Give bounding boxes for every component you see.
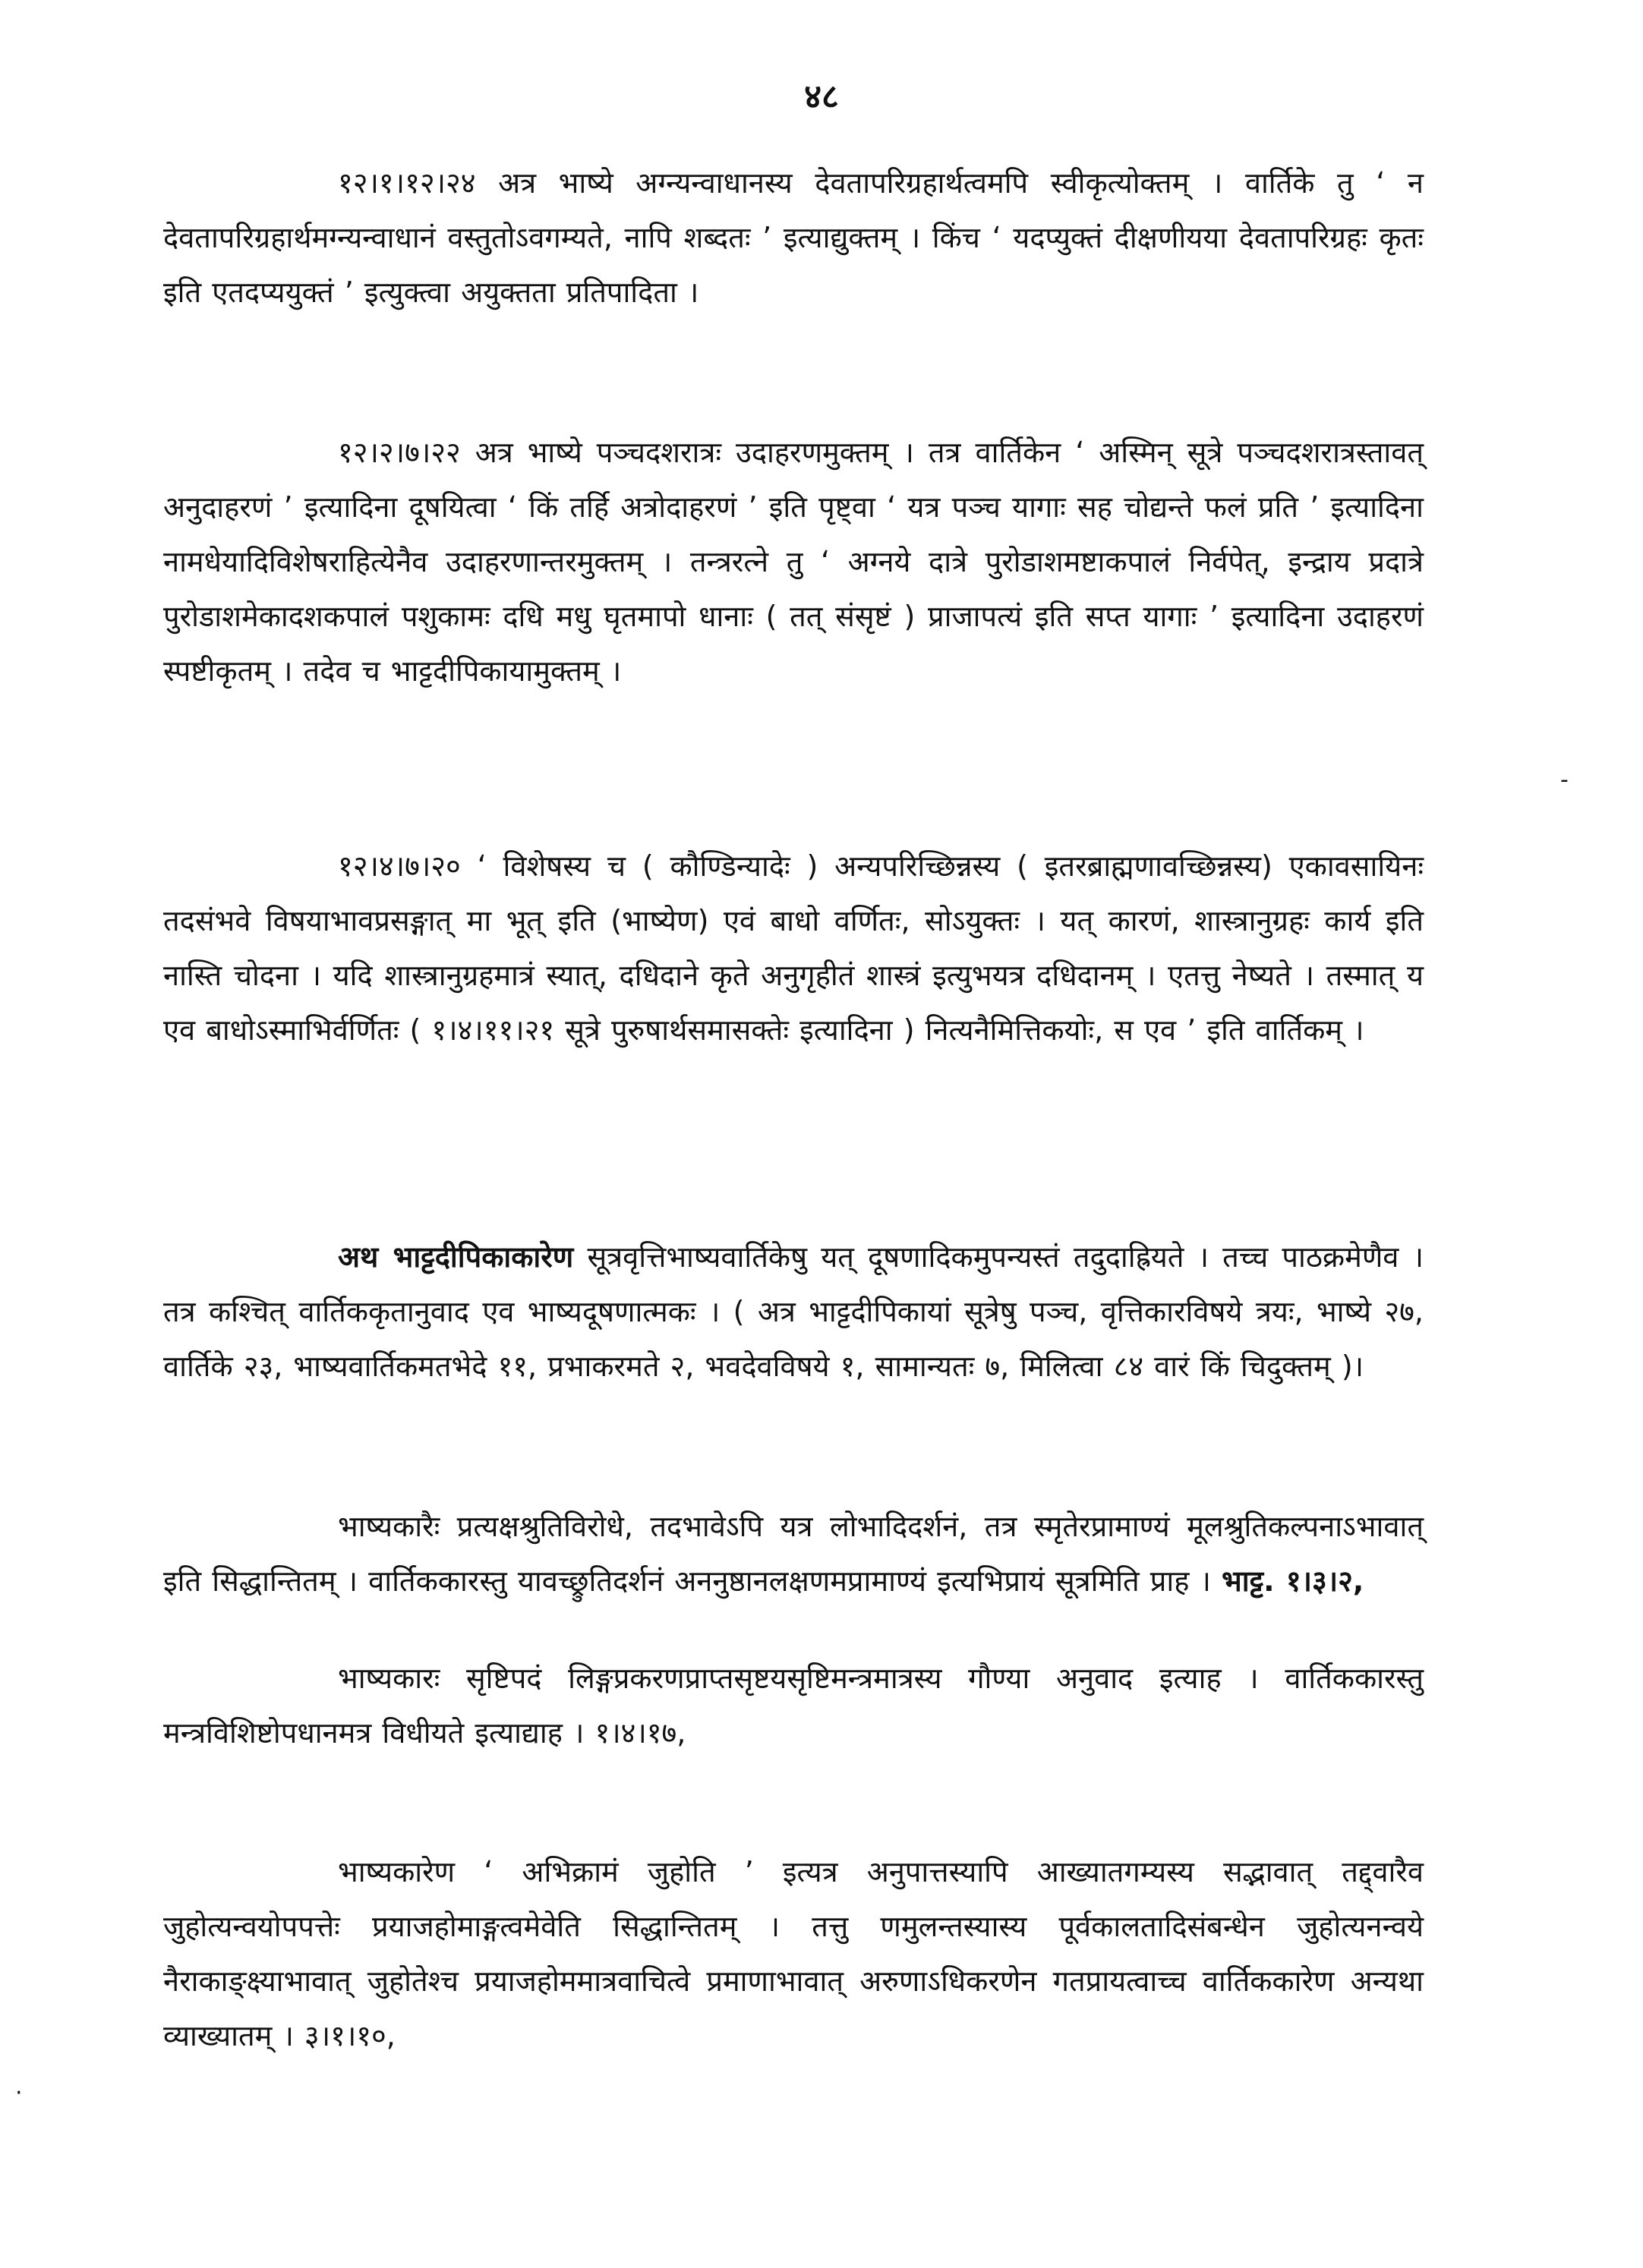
paragraph-5 bbox=[163, 1499, 1424, 1608]
paragraph-2-text: १२।२।७।२२ अत्र भाष्ये पञ्चदशरात्रः उदाहरणमुक्तम् । तत्र वार्तिकेन ‘ अस्मिन् सूत्रे पञ्चदशरात्रस्तावत् अनुदाहरणं ’ इत्यादिना दूषयित्वा ‘ किं तर्हि अत्रोदाहरणं ’ इति पृष्ट्वा ‘ यत्र पञ्च यागाः सह चोद्यन्ते फलं प्रति ’ इत्यादिना नामधेयादिविशेषराहित्येनैव उदाहरणान्तरमुक्तम् । तन्त्ररत्ने तु ‘ अग्नये दात्रे पुरोडाशमष्टाकपालं निर्वपेत्, इन्द्राय प्रदात्रे पुरोडाशमेकादशकपालं पशुकामः दधि मधु घृतमापो धानाः ( तत् संसृष्टं ) प्राजापत्यं इति सप्त यागाः ’ इत्यादिना उदाहरणं स्पष्टीकृतम् । तदेव च भाट्टदीपिकायामुक्तम् । bbox=[163, 436, 1424, 688]
paragraph-3-text: १२।४।७।२० ‘ विशेषस्य च ( कौण्डिन्यादेः ) अन्यपरिच्छिन्नस्य ( इतरब्राह्मणावच्छिन्नस्य) एकावसायिनः तदसंभवे विषयाभावप्रसङ्गात् मा भूत् इति (भाष्येण) एवं बाधो वर्णितः, सोऽयुक्तः । यत् कारणं, शास्त्रानुग्रहः कार्य इति नास्ति चोदना । यदि शास्त्रानुग्रहमात्रं स्यात्, दधिदाने कृते अनुगृहीतं शास्त्रं इत्युभयत्र दधिदानम् । एतत्तु नेष्यते । तस्मात् य एव बाधोऽस्माभिर्वर्णितः ( १।४।११।२१ सूत्रे पुरुषार्थसमासक्तेः इत्यादिना ) नित्यनैमित्तिकयोः, स एव ’ इति वार्तिकम् । bbox=[163, 849, 1424, 1047]
paragraph-5-ref: भाट्ट. १।३।२, bbox=[1222, 1564, 1364, 1598]
page-number: ४८ bbox=[804, 77, 839, 116]
paragraph-4 bbox=[163, 1230, 1424, 1394]
paragraph-1 bbox=[163, 156, 1424, 320]
paragraph-7-text: भाष्यकारेण ‘ अभिक्रामं जुहोति ’ इत्यत्र अनुपात्तस्यापि आख्यातगम्यस्य सद्भावात् तद्द्वारैव जुहोत्यन्वयोपपत्तेः प्रयाजहोमाङ्गत्वमेवेति सिद्धान्तितम् । तत्तु णमुलन्तस्यास्य पूर्वकालतादिसंबन्धेन जुहोत्यनन्वये नैराकाङ्क्ष्याभावात् जुहोतेश्च प्रयाजहोममात्रवाचित्वे प्रमाणाभावात् अरुणाऽधिकरणेन गतप्रायत्वाच्च वार्तिककारेण अन्यथा व्याख्यातम् । ३।१।१०, bbox=[163, 1855, 1424, 2052]
paragraph-5-text: भाष्यकारैः प्रत्यक्षश्रुतिविरोधे, तदभावेऽपि यत्र लोभादिदर्शनं, तत्र स्मृतेरप्रामाण्यं मूलश्रुतिकल्पनाऽभावात् इति सिद्धान्तितम् । वार्तिककारस्तु यावच्छ्रुतिदर्शनं अननुष्ठानलक्षणमप्रामाण्यं इत्यभिप्रायं सूत्रमिति प्राह । bbox=[163, 1510, 1424, 1598]
paragraph-4-lead: अथ भाट्टदीपिकाकारेण bbox=[338, 1240, 574, 1274]
margin-dash-mark: ‐ bbox=[1560, 767, 1569, 793]
paragraph-3 bbox=[163, 839, 1424, 1057]
paragraph-6-text: भाष्यकारः सृष्टिपदं लिङ्गप्रकरणप्राप्तसृष्टयसृष्टिमन्त्रमात्रस्य गौण्या अनुवाद इत्याह । वार्तिककारस्तु मन्त्रविशिष्टोपधानमत्र विधीयते इत्याद्याह । १।४।१७, bbox=[163, 1662, 1424, 1750]
paragraph-6 bbox=[163, 1651, 1424, 1760]
margin-dot-mark: · bbox=[15, 2080, 23, 2106]
paragraph-4-text: सूत्रवृत्तिभाष्यवार्तिकेषु यत् दूषणादिकमुपन्यस्तं तदुदाह्रियते । तच्च पाठक्रमेणैव । तत्र कश्चित् वार्तिककृतानुवाद एव भाष्यदूषणात्मकः । ( अत्र भाट्टदीपिकायां सूत्रेषु पञ्च, वृत्तिकारविषये त्रयः, भाष्ये २७, वार्तिके २३, भाष्यवार्तिकमतभेदे ११, प्रभाकरमते २, भवदेवविषये १, सामान्यतः ७, मिलित्वा ८४ वारं किं चिदुक्तम् )। bbox=[163, 1240, 1424, 1383]
paragraph-1-text: १२।१।१२।२४ अत्र भाष्ये अग्न्यन्वाधानस्य देवतापरिग्रहार्थत्वमपि स्वीकृत्योक्तम् । वार्तिके तु ‘ न देवतापरिग्रहार्थमग्न्यन्वाधानं वस्तुतोऽवगम्यते, नापि शब्दतः ’ इत्याद्युक्तम् । किंच ‘ यदप्युक्तं दीक्षणीयया देवतापरिग्रहः कृतः इति एतदप्ययुक्तं ’ इत्युक्त्वा अयुक्तता प्रतिपादिता । bbox=[163, 166, 1424, 309]
paragraph-7 bbox=[163, 1844, 1424, 2063]
paragraph-2 bbox=[163, 425, 1424, 698]
